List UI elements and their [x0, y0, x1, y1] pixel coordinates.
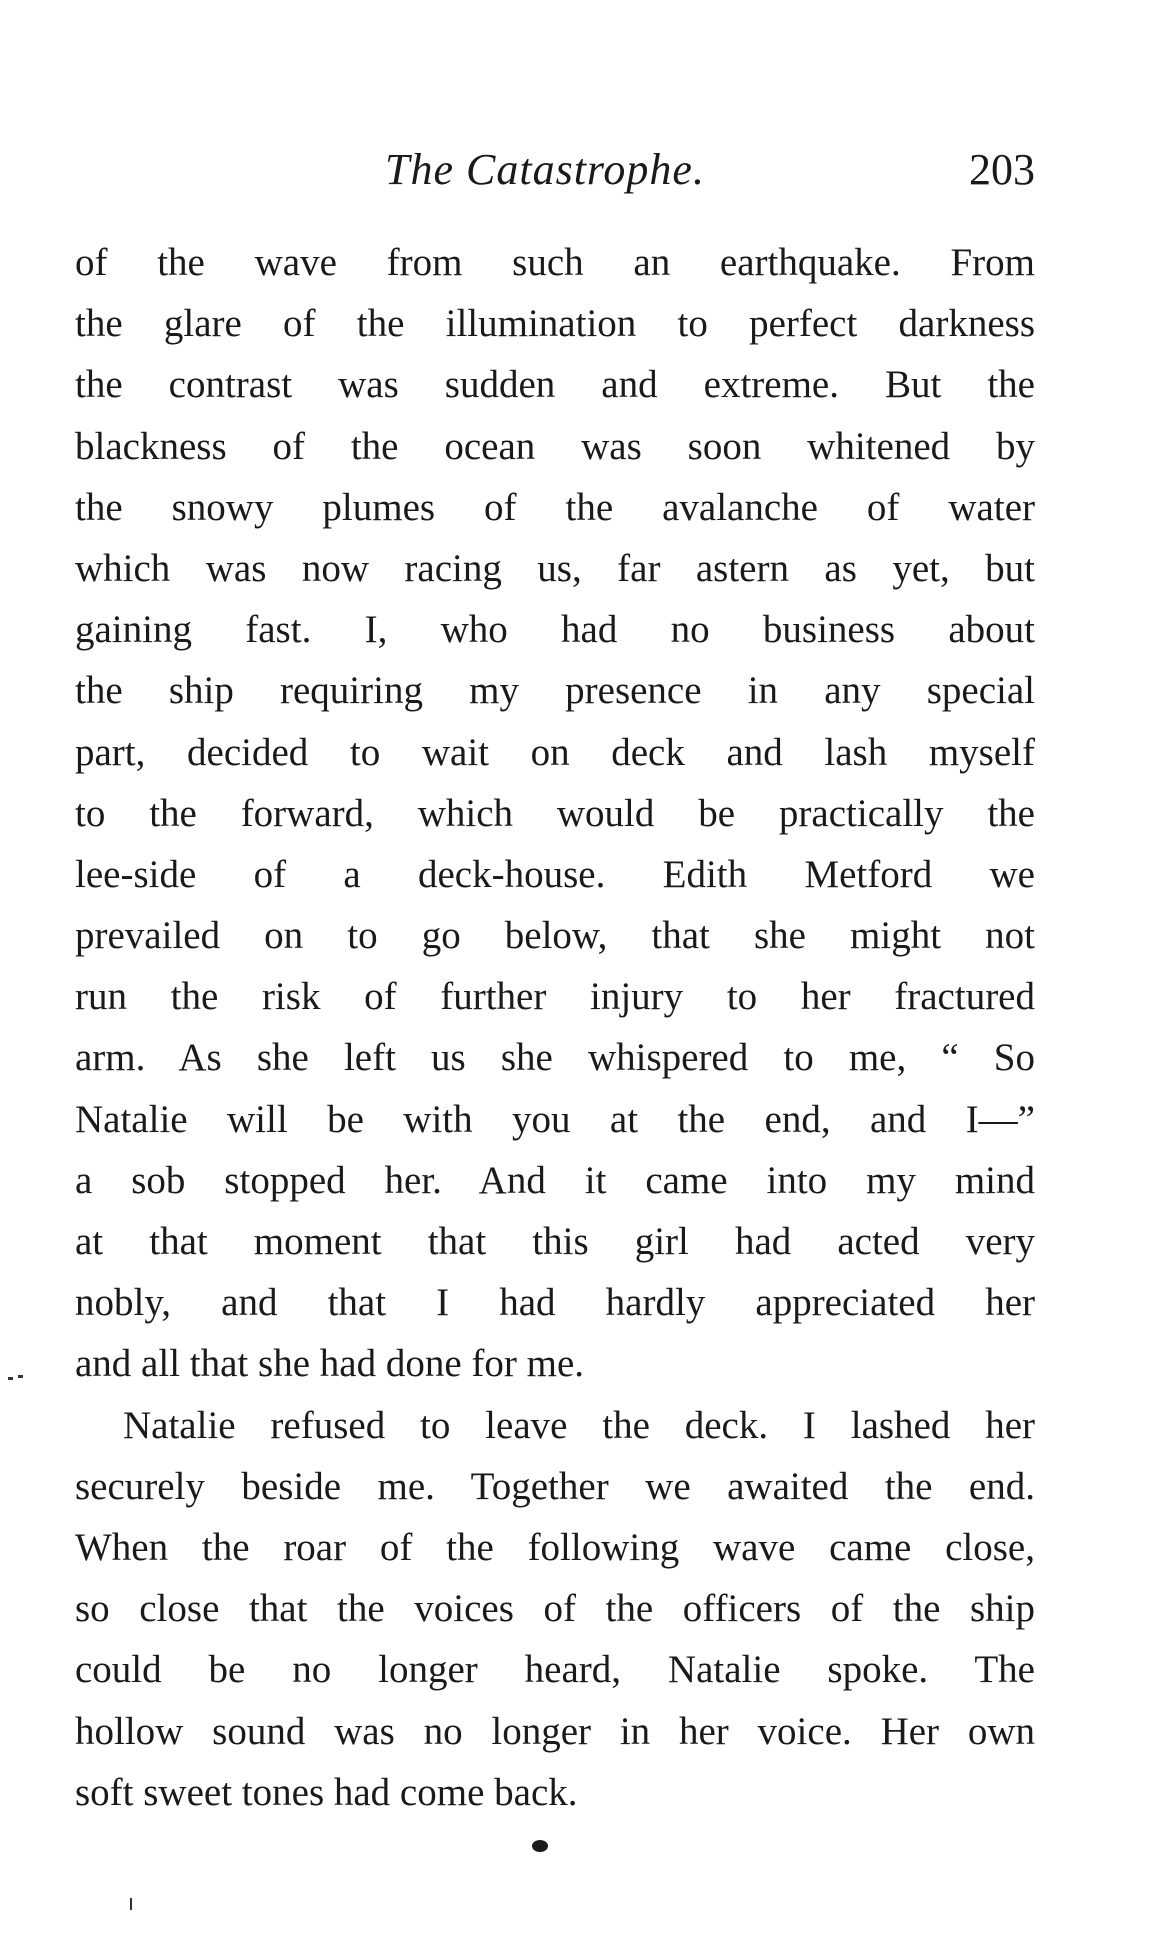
text-line: and all that she had done for me.	[75, 1342, 584, 1386]
margin-speck	[130, 1898, 132, 1910]
text-line: at that moment that this girl had acted very	[75, 1220, 1035, 1263]
text-line: Natalie will be with you at the end, and I—”	[75, 1097, 1035, 1141]
text-line: a sob stopped her. And it came into my mind	[75, 1158, 1035, 1202]
text-line: hollow sound was no longer in her voice. Her own	[75, 1709, 1035, 1753]
text-line: so close that the voices of the officers of the ship	[75, 1587, 1035, 1631]
margin-speck	[18, 1375, 23, 1378]
end-ornament	[532, 1840, 548, 1852]
text-line: which was now racing us, far astern as yet, but	[75, 546, 1035, 590]
paragraph-1	[75, 232, 1035, 1395]
text-line: the glare of the illumination to perfect darkness	[75, 302, 1035, 346]
text-line: When the roar of the following wave came close,	[75, 1525, 1035, 1569]
text-line: arm. As she left us she whispered to me, “ So	[75, 1036, 1035, 1080]
text-line: of the wave from such an earthquake. From	[75, 241, 1035, 284]
text-line: securely beside me. Together we awaited the end.	[75, 1464, 1035, 1508]
text-line: blackness of the ocean was soon whitened by	[75, 424, 1035, 468]
running-title: The Catastrophe.	[385, 145, 705, 194]
page-number: 203	[969, 145, 1035, 194]
text-line: run the risk of further injury to her fractured	[75, 975, 1035, 1019]
text-line: could be no longer heard, Natalie spoke. The	[75, 1648, 1035, 1692]
text-line: the snowy plumes of the avalanche of water	[75, 485, 1035, 529]
text-line: Natalie refused to leave the deck. I lashed her	[123, 1403, 1035, 1447]
text-line: lee-side of a deck-house. Edith Metford we	[75, 852, 1035, 896]
paragraph-2	[75, 1395, 1035, 1823]
text-line: part, decided to wait on deck and lash myself	[75, 730, 1035, 774]
text-line: the contrast was sudden and extreme. But the	[75, 363, 1035, 407]
text-line: gaining fast. I, who had no business about	[75, 608, 1035, 652]
text-line: to the forward, which would be practically the	[75, 791, 1035, 835]
margin-speck	[8, 1377, 13, 1380]
text-line: the ship requiring my presence in any special	[75, 669, 1035, 713]
body-text	[75, 232, 1035, 1823]
text-line: prevailed on to go below, that she might not	[75, 914, 1035, 958]
text-line: nobly, and that I had hardly appreciated her	[75, 1281, 1035, 1325]
text-line: soft sweet tones had come back.	[75, 1770, 578, 1814]
running-head	[75, 140, 1035, 200]
